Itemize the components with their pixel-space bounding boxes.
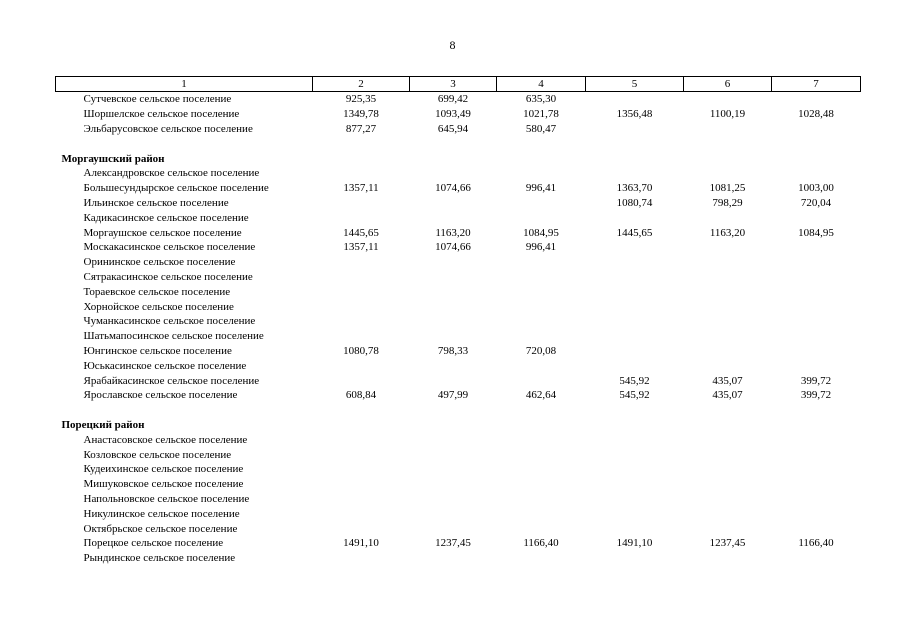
value-cell-col-2 — [313, 477, 410, 492]
value-cell-col-3 — [410, 521, 497, 536]
value-cell-col-5: 1491,10 — [616, 537, 653, 550]
value-cell-col-3 — [410, 166, 497, 181]
settlement-name: Порецкое сельское поселение — [83, 537, 224, 550]
value-cell-col-2: 925,35 — [345, 93, 377, 106]
value-cell-col-4 — [497, 358, 586, 373]
value-cell-col-4 — [497, 551, 586, 566]
settlement-name: Чуманкасинское сельское поселение — [83, 315, 256, 328]
value-cell-col-2: 1357,11 — [343, 241, 379, 254]
value-cell-col-4: 635,30 — [525, 93, 557, 106]
value-cell-col-3 — [410, 477, 497, 492]
table-row — [56, 373, 861, 388]
value-cell-col-3: 1093,49 — [435, 108, 471, 121]
table-row — [56, 447, 861, 462]
value-cell-col-5 — [586, 506, 684, 521]
value-cell-col-5 — [586, 477, 684, 492]
value-cell-col-3 — [410, 299, 497, 314]
value-cell-col-3: 798,33 — [437, 344, 469, 357]
settlement-name: Александровское сельское поселение — [83, 167, 260, 180]
value-cell-col-4 — [497, 299, 586, 314]
value-cell-col-4 — [497, 477, 586, 492]
value-cell-col-2 — [313, 255, 410, 270]
settlement-name: Октябрьское сельское поселение — [83, 522, 238, 535]
value-cell-col-7: 1084,95 — [798, 226, 834, 239]
value-cell-col-5 — [586, 284, 684, 299]
value-cell-col-6: 1100,19 — [709, 108, 746, 121]
value-cell-col-7 — [772, 92, 861, 107]
table-row — [56, 270, 861, 285]
value-cell-col-6 — [684, 122, 772, 137]
table-row — [56, 107, 861, 122]
table-row — [56, 122, 861, 137]
value-cell-col-7 — [772, 240, 861, 255]
value-cell-col-7 — [772, 344, 861, 359]
value-cell-col-7 — [772, 255, 861, 270]
value-cell-col-2: 1445,65 — [343, 226, 379, 239]
value-cell-col-7 — [772, 299, 861, 314]
value-cell-col-5 — [586, 432, 684, 447]
table-row — [56, 462, 861, 477]
value-cell-col-4: 996,41 — [525, 182, 557, 195]
settlement-name: Кудеихинское сельское поселение — [83, 463, 244, 476]
value-cell-col-2: 1491,10 — [343, 537, 379, 550]
value-cell-col-7 — [772, 166, 861, 181]
value-cell-col-7 — [772, 521, 861, 536]
value-cell-col-3: 699,42 — [437, 93, 469, 106]
value-cell-col-3 — [410, 255, 497, 270]
value-cell-col-2 — [313, 462, 410, 477]
value-cell-col-3: 645,94 — [437, 122, 469, 135]
value-cell-col-2: 877,27 — [345, 122, 377, 135]
value-cell-col-3 — [410, 492, 497, 507]
table-row — [56, 196, 861, 211]
value-cell-col-4 — [497, 492, 586, 507]
value-cell-col-5: 1363,70 — [616, 182, 653, 195]
value-cell-col-6: 435,07 — [712, 389, 743, 402]
value-cell-col-7 — [772, 329, 861, 344]
value-cell-col-4 — [497, 432, 586, 447]
value-cell-col-6: 1237,45 — [709, 537, 746, 550]
value-cell-col-4 — [497, 166, 586, 181]
value-cell-col-2 — [313, 358, 410, 373]
value-cell-col-7 — [772, 506, 861, 521]
value-cell-col-6 — [684, 270, 772, 285]
value-cell-col-5 — [586, 270, 684, 285]
value-cell-col-6 — [684, 432, 772, 447]
value-cell-col-4: 1084,95 — [523, 226, 559, 239]
value-cell-col-2 — [313, 314, 410, 329]
value-cell-col-6: 798,29 — [712, 196, 743, 209]
value-cell-col-7 — [772, 432, 861, 447]
value-cell-col-5: 1445,65 — [616, 226, 653, 239]
value-cell-col-3: 1237,45 — [435, 537, 471, 550]
settlement-name: Мишуковское сельское поселение — [83, 478, 244, 491]
value-cell-col-3 — [410, 270, 497, 285]
settlements-table — [55, 76, 861, 566]
value-cell-col-3 — [410, 506, 497, 521]
value-cell-col-3: 1163,20 — [435, 226, 471, 239]
value-cell-col-2 — [313, 329, 410, 344]
table-row — [56, 255, 861, 270]
value-cell-col-6 — [684, 551, 772, 566]
settlement-name: Хорнойское сельское поселение — [83, 300, 234, 313]
value-cell-col-3 — [410, 284, 497, 299]
value-cell-col-3 — [410, 196, 497, 211]
table-row — [56, 358, 861, 373]
table-row — [56, 329, 861, 344]
value-cell-col-5 — [586, 314, 684, 329]
settlement-name: Кадикасинское сельское поселение — [83, 211, 249, 224]
value-cell-col-5 — [586, 344, 684, 359]
value-cell-col-7 — [772, 122, 861, 137]
value-cell-col-7 — [772, 447, 861, 462]
value-cell-col-6 — [684, 255, 772, 270]
value-cell-col-2 — [313, 299, 410, 314]
value-cell-col-5 — [586, 210, 684, 225]
value-cell-col-4 — [497, 270, 586, 285]
value-cell-col-2 — [313, 521, 410, 536]
section-spacer — [56, 136, 861, 151]
value-cell-col-4: 1166,40 — [523, 537, 559, 550]
value-cell-col-2 — [313, 210, 410, 225]
table-row — [56, 314, 861, 329]
table-row — [56, 92, 861, 107]
value-cell-col-7 — [772, 210, 861, 225]
table-row — [56, 225, 861, 240]
settlement-name: Большесундырское сельское поселение — [83, 182, 269, 195]
value-cell-col-6 — [684, 240, 772, 255]
value-cell-col-6 — [684, 492, 772, 507]
value-cell-col-6 — [684, 358, 772, 373]
value-cell-col-2 — [313, 196, 410, 211]
value-cell-col-7 — [772, 314, 861, 329]
value-cell-col-7: 399,72 — [800, 389, 832, 402]
value-cell-col-5 — [586, 462, 684, 477]
district-heading-row — [56, 418, 861, 433]
table-row — [56, 344, 861, 359]
value-cell-col-4 — [497, 373, 586, 388]
value-cell-col-7: 720,04 — [800, 196, 832, 209]
column-header: 3 — [410, 77, 497, 92]
settlement-name: Никулинское сельское поселение — [83, 507, 240, 520]
value-cell-col-5 — [586, 166, 684, 181]
value-cell-col-4 — [497, 210, 586, 225]
value-cell-col-7 — [772, 492, 861, 507]
table-row — [56, 388, 861, 403]
value-cell-col-5 — [586, 551, 684, 566]
value-cell-col-2 — [313, 432, 410, 447]
value-cell-col-5 — [586, 299, 684, 314]
value-cell-col-6 — [684, 92, 772, 107]
value-cell-col-4 — [497, 196, 586, 211]
value-cell-col-4: 996,41 — [525, 241, 557, 254]
value-cell-col-2 — [313, 506, 410, 521]
settlement-name: Сятракасинское сельское поселение — [83, 270, 253, 283]
table-row — [56, 521, 861, 536]
value-cell-col-2 — [313, 284, 410, 299]
table-row — [56, 210, 861, 225]
value-cell-col-4: 720,08 — [525, 344, 557, 357]
value-cell-col-3 — [410, 358, 497, 373]
value-cell-col-2: 1357,11 — [343, 182, 379, 195]
value-cell-col-5 — [586, 492, 684, 507]
district-title: Порецкий район — [61, 418, 145, 431]
value-cell-col-4 — [497, 506, 586, 521]
settlement-name: Напольновское сельское поселение — [83, 492, 250, 505]
value-cell-col-6 — [684, 284, 772, 299]
settlement-name: Ярабайкасинское сельское поселение — [83, 374, 260, 387]
value-cell-col-6 — [684, 299, 772, 314]
value-cell-col-4 — [497, 255, 586, 270]
table-body — [56, 92, 861, 566]
value-cell-col-5: 545,92 — [619, 389, 650, 402]
settlement-name: Юнгинское сельское поселение — [83, 344, 232, 357]
settlement-name: Рындинское сельское поселение — [83, 552, 236, 565]
table-row — [56, 477, 861, 492]
value-cell-col-7 — [772, 477, 861, 492]
settlement-name: Шоршелское сельское поселение — [83, 108, 240, 121]
settlement-name: Сутчевское сельское поселение — [83, 93, 232, 106]
settlement-name: Анастасовское сельское поселение — [83, 433, 248, 446]
column-header: 4 — [497, 77, 586, 92]
value-cell-col-7 — [772, 462, 861, 477]
value-cell-col-3: 1074,66 — [435, 241, 471, 254]
settlement-name: Москакасинское сельское поселение — [83, 241, 256, 254]
value-cell-col-5: 1080,74 — [616, 196, 653, 209]
column-header: 1 — [56, 77, 313, 92]
table-row — [56, 492, 861, 507]
value-cell-col-4: 580,47 — [525, 122, 557, 135]
value-cell-col-5 — [586, 447, 684, 462]
value-cell-col-3 — [410, 373, 497, 388]
page-number: 8 — [449, 38, 456, 52]
value-cell-col-5 — [586, 255, 684, 270]
value-cell-col-5: 1356,48 — [616, 108, 653, 121]
column-header: 2 — [313, 77, 410, 92]
value-cell-col-4: 462,64 — [525, 389, 557, 402]
value-cell-col-6 — [684, 314, 772, 329]
value-cell-col-2: 1349,78 — [343, 108, 379, 121]
table-row — [56, 299, 861, 314]
settlement-name: Тораевское сельское поселение — [83, 285, 231, 298]
value-cell-col-2 — [313, 166, 410, 181]
value-cell-col-7 — [772, 358, 861, 373]
settlement-name: Эльбарусовское сельское поселение — [83, 122, 253, 135]
value-cell-col-2 — [313, 492, 410, 507]
value-cell-col-2 — [313, 270, 410, 285]
value-cell-col-2 — [313, 447, 410, 462]
table-row — [56, 166, 861, 181]
value-cell-col-5 — [586, 329, 684, 344]
value-cell-col-7: 399,72 — [800, 374, 832, 387]
settlement-name: Моргаушское сельское поселение — [83, 226, 242, 239]
value-cell-col-6: 435,07 — [712, 374, 743, 387]
value-cell-col-3 — [410, 462, 497, 477]
value-cell-col-7 — [772, 551, 861, 566]
value-cell-col-3: 497,99 — [437, 389, 469, 402]
column-header: 6 — [684, 77, 772, 92]
value-cell-col-5: 545,92 — [619, 374, 650, 387]
table-row — [56, 536, 861, 551]
value-cell-col-5 — [586, 358, 684, 373]
value-cell-col-6 — [684, 477, 772, 492]
settlement-name: Шатьмапосинское сельское поселение — [83, 330, 264, 343]
settlement-name: Ильинское сельское поселение — [83, 196, 229, 209]
value-cell-col-6 — [684, 447, 772, 462]
district-title: Моргаушский район — [61, 152, 165, 165]
value-cell-col-4 — [497, 329, 586, 344]
value-cell-col-6: 1163,20 — [709, 226, 746, 239]
value-cell-col-6 — [684, 344, 772, 359]
value-cell-col-6 — [684, 462, 772, 477]
table-row — [56, 551, 861, 566]
value-cell-col-4 — [497, 521, 586, 536]
value-cell-col-6 — [684, 329, 772, 344]
value-cell-col-3 — [410, 329, 497, 344]
value-cell-col-6 — [684, 506, 772, 521]
value-cell-col-2 — [313, 551, 410, 566]
table-row — [56, 284, 861, 299]
value-cell-col-6 — [684, 521, 772, 536]
value-cell-col-4 — [497, 314, 586, 329]
value-cell-col-7: 1166,40 — [798, 537, 834, 550]
column-header: 7 — [772, 77, 861, 92]
table-row — [56, 506, 861, 521]
value-cell-col-3 — [410, 447, 497, 462]
value-cell-col-5 — [586, 122, 684, 137]
value-cell-col-2 — [313, 373, 410, 388]
value-cell-col-6: 1081,25 — [709, 182, 746, 195]
settlement-name: Орининское сельское поселение — [83, 256, 236, 269]
value-cell-col-6 — [684, 210, 772, 225]
table-row — [56, 240, 861, 255]
settlement-name: Юськасинское сельское поселение — [83, 359, 247, 372]
value-cell-col-3 — [410, 210, 497, 225]
settlement-name: Козловское сельское поселение — [83, 448, 232, 461]
section-spacer — [56, 403, 861, 418]
value-cell-col-6 — [684, 166, 772, 181]
column-number-row — [56, 77, 861, 92]
value-cell-col-3 — [410, 432, 497, 447]
value-cell-col-5 — [586, 521, 684, 536]
value-cell-col-7 — [772, 284, 861, 299]
value-cell-col-5 — [586, 92, 684, 107]
column-header: 5 — [586, 77, 684, 92]
value-cell-col-4 — [497, 284, 586, 299]
value-cell-col-2: 1080,78 — [343, 344, 379, 357]
value-cell-col-4 — [497, 447, 586, 462]
value-cell-col-7: 1028,48 — [798, 108, 834, 121]
settlement-name: Ярославское сельское поселение — [83, 389, 238, 402]
table-header — [56, 77, 861, 92]
table-row — [56, 181, 861, 196]
value-cell-col-2: 608,84 — [345, 389, 377, 402]
value-cell-col-4: 1021,78 — [523, 108, 559, 121]
value-cell-col-4 — [497, 462, 586, 477]
value-cell-col-3: 1074,66 — [435, 182, 471, 195]
value-cell-col-7 — [772, 270, 861, 285]
district-heading-row — [56, 151, 861, 166]
value-cell-col-3 — [410, 551, 497, 566]
value-cell-col-3 — [410, 314, 497, 329]
table-row — [56, 432, 861, 447]
value-cell-col-7: 1003,00 — [798, 182, 834, 195]
value-cell-col-5 — [586, 240, 684, 255]
